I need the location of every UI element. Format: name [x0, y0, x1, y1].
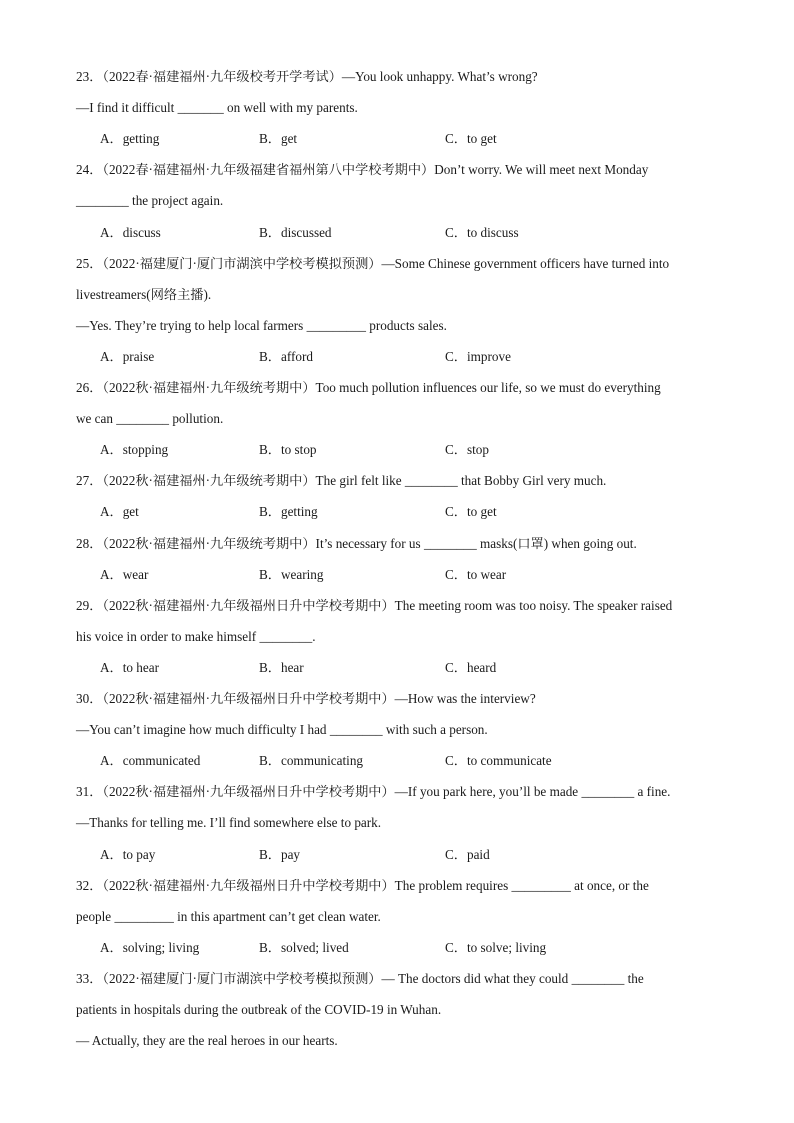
question-line: people _________ in this apartment can’t get clean water. — [76, 909, 381, 924]
question-line: we can ________ pollution. — [76, 411, 224, 426]
question-line: livestreamers(网络主播). — [76, 287, 212, 302]
answer-option: C．stop — [445, 442, 489, 457]
question-stem: 28．（2022秋·福建福州·九年级统考期中）It’s necessary for us ________ masks(口罩) when going out. — [76, 536, 637, 551]
question-stem: 27．（2022秋·福建福州·九年级统考期中）The girl felt like ________ that Bobby Girl very much. — [76, 473, 607, 488]
answer-option: C．to solve; living — [445, 940, 547, 955]
answer-option: A．communicated — [100, 753, 201, 768]
answer-option: C．to communicate — [445, 753, 552, 768]
answer-option: C．heard — [445, 660, 497, 675]
question-stem: 31．（2022秋·福建福州·九年级福州日升中学校考期中）—If you park here, you’ll be made ________ a fine. — [76, 784, 671, 799]
question-line: —Yes. They’re trying to help local farmers _________ products sales. — [76, 318, 447, 333]
question-line: —You can’t imagine how much difficulty I had ________ with such a person. — [76, 722, 488, 737]
question-line: ________ the project again. — [76, 193, 224, 208]
answer-option: B．communicating — [259, 753, 364, 768]
answer-option: A．stopping — [100, 442, 169, 457]
answer-option: B．get — [259, 131, 298, 146]
answer-option: A．praise — [100, 349, 155, 364]
answer-option: B．hear — [259, 660, 304, 675]
question-line: — Actually, they are the real heroes in our hearts. — [76, 1033, 338, 1048]
question-stem: 29．（2022秋·福建福州·九年级福州日升中学校考期中）The meeting room was too noisy. The speaker raised — [76, 598, 673, 613]
answer-option: C．to get — [445, 504, 497, 519]
answer-option: B．discussed — [259, 225, 332, 240]
answer-option: A．to hear — [100, 660, 159, 675]
answer-option: C．paid — [445, 847, 490, 862]
answer-option: B．afford — [259, 349, 313, 364]
question-stem: 32．（2022秋·福建福州·九年级福州日升中学校考期中）The problem requires _________ at once, or the — [76, 878, 649, 893]
question-stem: 26．（2022秋·福建福州·九年级统考期中）Too much pollution influences our life, so we must do everything — [76, 380, 661, 395]
question-stem: 30．（2022秋·福建福州·九年级福州日升中学校考期中）—How was the interview? — [76, 691, 536, 706]
answer-option: A．wear — [100, 567, 149, 582]
answer-option: A．discuss — [100, 225, 161, 240]
answer-option: A．solving; living — [100, 940, 200, 955]
answer-option: C．to wear — [445, 567, 507, 582]
answer-option: C．to discuss — [445, 225, 519, 240]
question-line: —I find it difficult _______ on well with my parents. — [76, 100, 358, 115]
answer-option: B．wearing — [259, 567, 324, 582]
answer-option: B．getting — [259, 504, 318, 519]
question-line: patients in hospitals during the outbreak of the COVID-19 in Wuhan. — [76, 1002, 442, 1017]
answer-option: B．pay — [259, 847, 301, 862]
answer-option: A．getting — [100, 131, 160, 146]
answer-option: C．improve — [445, 349, 511, 364]
answer-option: A．to pay — [100, 847, 156, 862]
answer-option: A．get — [100, 504, 139, 519]
question-line: his voice in order to make himself ________. — [76, 629, 316, 644]
question-stem: 33．（2022·福建厦门·厦门市湖滨中学校考模拟预测）— The doctors did what they could ________ the — [76, 971, 644, 986]
question-stem: 25．（2022·福建厦门·厦门市湖滨中学校考模拟预测）—Some Chinese government officers have turned into — [76, 256, 670, 271]
question-stem: 24．（2022春·福建福州·九年级福建省福州第八中学校考期中）Don’t worry. We will meet next Monday — [76, 162, 649, 177]
answer-option: B．to stop — [259, 442, 317, 457]
question-line: —Thanks for telling me. I’ll find somewhere else to park. — [76, 815, 382, 830]
question-stem: 23．（2022春·福建福州·九年级校考开学考试）—You look unhappy. What’s wrong? — [76, 69, 538, 84]
answer-option: B．solved; lived — [259, 940, 349, 955]
answer-option: C．to get — [445, 131, 497, 146]
